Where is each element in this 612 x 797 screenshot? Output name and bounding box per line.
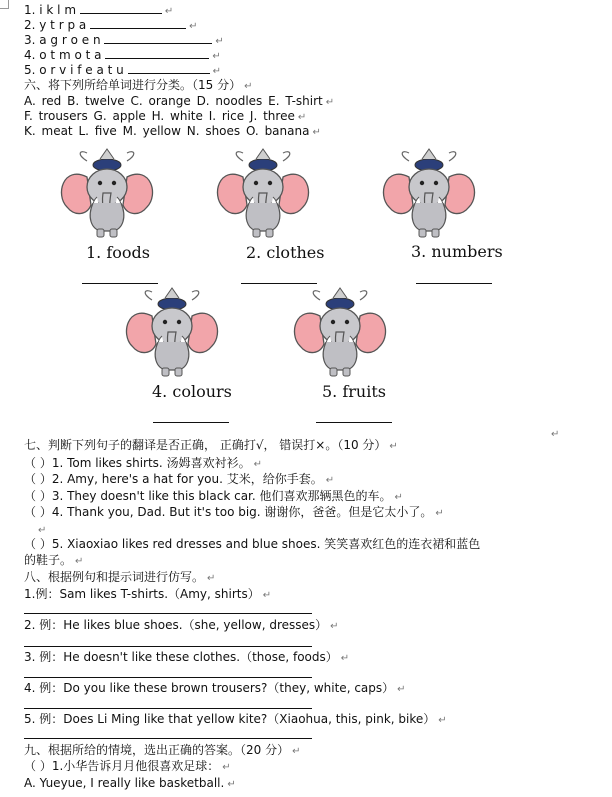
rewrite-example-5: 5. 例：Does Li Ming like that yellow kite?（Xiaohua, this, pink, bike） ↵ bbox=[24, 712, 447, 726]
return-mark: ↵ bbox=[551, 429, 560, 440]
elephant-illustration-4 bbox=[122, 284, 222, 384]
rewrite-example-1: 1.例：Sam likes T-shirts.（Amy, shirts） ↵ bbox=[24, 587, 272, 601]
situation-question-1: （ ）1.小华告诉月月他很喜欢足球： ↵ bbox=[24, 759, 231, 773]
spelling-item-4: 4. o t m o t a ↵ bbox=[24, 48, 221, 62]
rewrite-answer-line-2[interactable] bbox=[24, 646, 312, 647]
rewrite-example-2: 2. 例：He likes blue shoes.（she, yellow, dresses） ↵ bbox=[24, 618, 339, 632]
answer-line-colours[interactable] bbox=[153, 422, 229, 423]
rewrite-answer-line-3[interactable] bbox=[24, 677, 312, 678]
spelling-item-1: 1. i k l m ↵ bbox=[24, 3, 174, 17]
spelling-item-2: 2. y t r p a ↵ bbox=[24, 18, 198, 32]
judgement-item-4: （ ）4. Thank you, Dad. But it's too big. 谢谢你，爸爸。但是它太小了。 ↵ bbox=[24, 505, 444, 519]
elephant-illustration-2 bbox=[213, 145, 313, 245]
page-corner-mark bbox=[0, 0, 9, 9]
answer-line-foods[interactable] bbox=[82, 283, 158, 284]
judgement-item-5: （ ）5. Xiaoxiao likes red dresses and blue shoes. 笑笑喜欢红色的连衣裙和蓝色 bbox=[24, 537, 481, 551]
judgement-item-2: （ ）2. Amy, here's a hat for you. 艾米，给你手套。 ↵ bbox=[24, 472, 335, 486]
word-row-1: A. red B. twelve C. orange D. noodles E. T-shirt ↵ bbox=[24, 94, 335, 108]
category-label-numbers: 3. numbers bbox=[411, 242, 503, 261]
judgement-item-1: （ ）1. Tom likes shirts. 汤姆喜欢衬衫。 ↵ bbox=[24, 456, 262, 470]
spelling-item-5: 5. o r v i f e a t u ↵ bbox=[24, 63, 221, 77]
category-label-foods: 1. foods bbox=[86, 243, 150, 262]
spelling-item-3: 3. a g r o e n ↵ bbox=[24, 33, 224, 47]
answer-line-clothes[interactable] bbox=[241, 283, 317, 284]
answer-line-fruits[interactable] bbox=[316, 422, 392, 423]
section7-heading: 七、判断下列句子的翻译是否正确， 正确打√， 错误打×。（10 分） ↵ bbox=[24, 438, 398, 452]
rewrite-answer-line-5[interactable] bbox=[24, 738, 312, 739]
word-row-2: F. trousers G. apple H. white I. rice J. three ↵ bbox=[24, 109, 307, 123]
elephant-illustration-5 bbox=[290, 284, 390, 384]
category-label-clothes: 2. clothes bbox=[246, 243, 325, 262]
section6-heading: 六、将下列所给单词进行分类。（15 分） ↵ bbox=[24, 78, 253, 92]
rewrite-answer-line-1[interactable] bbox=[24, 613, 312, 614]
elephant-illustration-3 bbox=[379, 145, 479, 245]
rewrite-example-4: 4. 例：Do you like these brown trousers?（they, white, caps） ↵ bbox=[24, 681, 406, 695]
category-label-colours: 4. colours bbox=[152, 382, 232, 401]
rewrite-example-3: 3. 例：He doesn't like these clothes.（those, foods） ↵ bbox=[24, 650, 350, 664]
section9-heading: 九、根据所给的情境，选出正确的答案。（20 分） ↵ bbox=[24, 743, 301, 757]
word-row-3: K. meat L. five M. yellow N. shoes O. banana ↵ bbox=[24, 124, 321, 138]
judgement-item-3: （ ）3. They doesn't like this black car. 他们喜欢那辆黑色的车。 ↵ bbox=[24, 489, 403, 503]
elephant-illustration-1 bbox=[57, 145, 157, 245]
empty-paragraph: ↵ bbox=[38, 525, 47, 536]
situation-option-a: A. Yueyue, I really like basketball. ↵ bbox=[24, 776, 236, 790]
category-label-fruits: 5. fruits bbox=[322, 382, 386, 401]
section8-heading: 八、根据例句和提示词进行仿写。 ↵ bbox=[24, 570, 216, 584]
rewrite-answer-line-4[interactable] bbox=[24, 708, 312, 709]
answer-line-numbers[interactable] bbox=[416, 283, 492, 284]
judgement-item-5-cont: 的鞋子。 ↵ bbox=[24, 553, 84, 567]
